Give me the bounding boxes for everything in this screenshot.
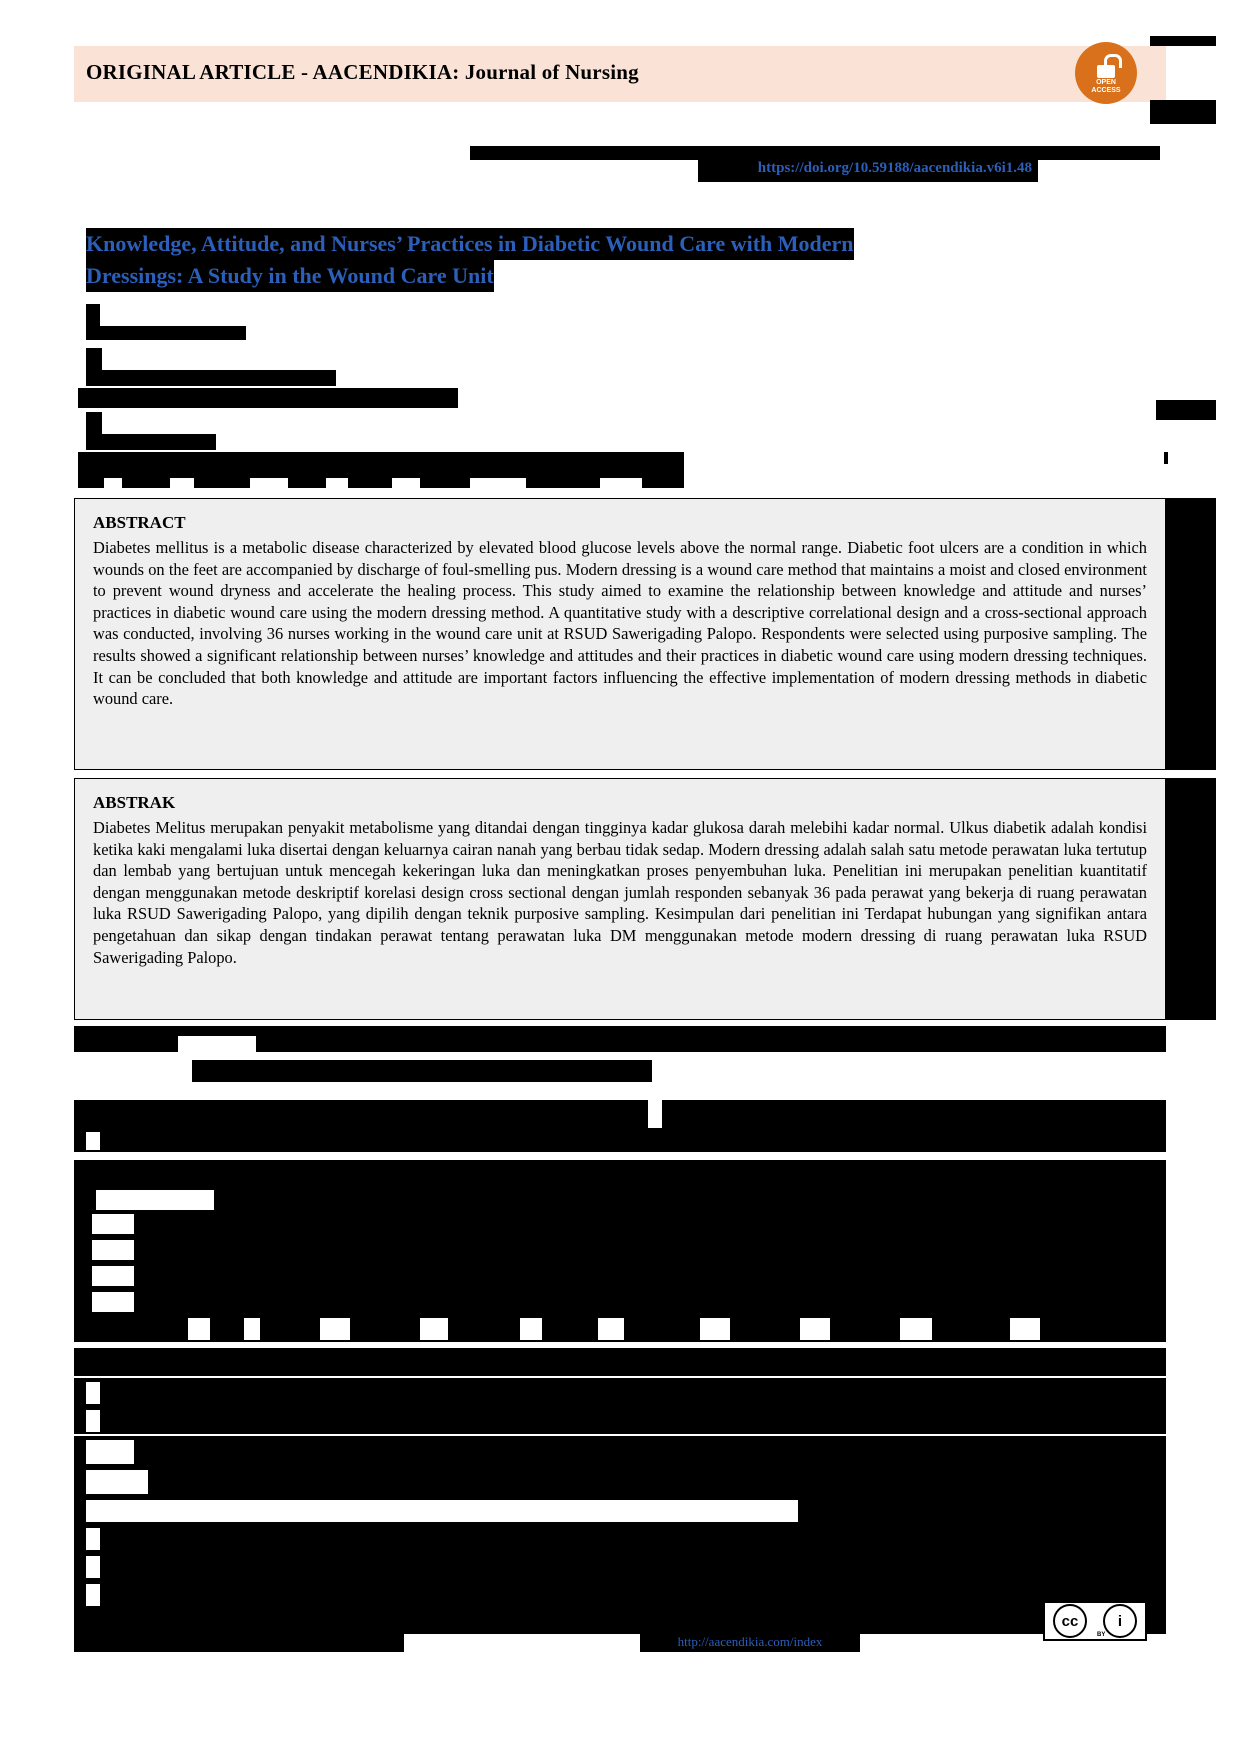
layout-gap [92, 1240, 134, 1260]
layout-gap [1166, 1110, 1184, 1134]
redacted-block [86, 348, 102, 370]
redacted-block [74, 1608, 1166, 1634]
layout-gap [600, 478, 642, 490]
open-access-label-1: OPEN [1096, 79, 1116, 86]
page-title: ORIGINAL ARTICLE - AACENDIKIA: Journal of Nursing [86, 60, 639, 84]
redacted-block [74, 1210, 1166, 1236]
layout-gap [86, 1470, 148, 1494]
layout-gap [1170, 1448, 1190, 1466]
article-title [86, 228, 1154, 292]
layout-gap [86, 1440, 134, 1464]
layout-gap [470, 478, 526, 490]
redacted-block [86, 304, 100, 326]
layout-gap [598, 1318, 624, 1340]
redacted-block [74, 1524, 1166, 1552]
redacted-block [1150, 36, 1216, 46]
redacted-block [86, 326, 246, 340]
abstract-indonesian-text: Diabetes Melitus merupakan penyakit metabolisme yang ditandai dengan tingginya kadar glukosa darah melebihi kadar normal. Ulkus diabetik adalah kondisi ketika kaki mengalami luka disertai dengan keluarnya cairan nanah yang berbau tidak sedap. Modern dressing adalah salah satu metode perawatan luka tertutup dan lembab yang bertujuan untuk mencegah kekeringan luka dan meningkatkan proses penyembuhan luka. Penelitian ini merupakan penelitian kuantitatif dengan menggunakan metode deskriptif korelasi design cross sectional dengan jumlah responden sebanyak 36 pada perawat yang bekerja di ruang perawatan luka RSUD Sawerigading Palopo, yang dipilih dengan teknik purposive sampling. Kesimpulan dari penelitian ini Terdapat hubungan yang signifikan antara pengetahuan dan sikap dengan tindakan perawat tentang perawatan luka DM menggunakan metode modern dressing di ruang perawatan luka RSUD Sawerigading Palopo. [93, 818, 1147, 967]
layout-gap [684, 452, 1164, 490]
redacted-block [470, 146, 1160, 160]
redacted-block [192, 1060, 652, 1082]
layout-gap [86, 1132, 100, 1150]
abstract-english-heading: ABSTRACT [93, 513, 186, 532]
redacted-block [86, 434, 216, 450]
abstract-indonesian-box [74, 778, 1166, 1020]
layout-gap [104, 478, 122, 490]
redacted-block [74, 1288, 1166, 1314]
cc-by-label: BY [1097, 1632, 1106, 1638]
layout-gap [170, 478, 194, 490]
layout-gap [244, 1318, 260, 1340]
redacted-block [1150, 100, 1216, 124]
layout-gap [86, 1584, 100, 1606]
layout-gap [326, 478, 348, 490]
layout-gap [178, 1036, 256, 1054]
layout-gap [320, 1318, 350, 1340]
redacted-block [74, 1406, 1166, 1434]
layout-gap [1010, 1318, 1040, 1340]
layout-gap [86, 1382, 100, 1404]
layout-gap [92, 1266, 134, 1286]
layout-gap [648, 1100, 662, 1128]
cc-by-icon: i [1103, 1604, 1137, 1638]
doi-link[interactable]: https://doi.org/10.59188/aacendikia.v6i1.48 [698, 160, 1038, 182]
layout-gap [700, 1318, 730, 1340]
redacted-block [74, 1466, 1166, 1496]
open-access-label-2: ACCESS [1091, 87, 1121, 94]
redacted-block [74, 1160, 1166, 1186]
redacted-block [74, 1186, 1166, 1210]
redacted-block [86, 412, 102, 434]
redacted-block [74, 1436, 1166, 1466]
layout-gap [86, 1500, 798, 1522]
layout-gap [250, 478, 288, 490]
redacted-block [1166, 778, 1216, 1020]
layout-gap [392, 478, 420, 490]
redacted-block [74, 1348, 1166, 1376]
layout-gap [800, 1318, 830, 1340]
redacted-block [74, 1378, 1166, 1406]
redacted-block [74, 1262, 1166, 1288]
redacted-block [74, 1100, 1166, 1128]
cc-icon: cc [1053, 1604, 1087, 1638]
redacted-block [1156, 400, 1216, 420]
open-lock-icon [1095, 54, 1117, 78]
abstract-indonesian-heading: ABSTRAK [93, 793, 176, 812]
redacted-block [74, 1236, 1166, 1262]
layout-gap [86, 1410, 100, 1432]
abstract-english-box [74, 498, 1166, 770]
redacted-block [74, 1128, 1166, 1152]
layout-gap [92, 1292, 134, 1312]
layout-gap [92, 1214, 134, 1234]
layout-gap [900, 1318, 932, 1340]
article-title-line-2: Dressings: A Study in the Wound Care Unit [86, 260, 494, 292]
layout-gap [1170, 1540, 1190, 1558]
creative-commons-badge [1043, 1601, 1147, 1641]
layout-gap [86, 1556, 100, 1578]
abstract-english-text: Diabetes mellitus is a metabolic disease characterized by elevated blood glucose levels above the normal range. Diabetic foot ulcers are a condition in which wounds on the feet are accompanied by discharge of foul-smelling pus. Modern dressing is a wound care method that maintains a moist and closed environment to prevent wound dryness and accelerate the healing process. This study aimed to examine the relationship between knowledge and attitude and nurses’ practices in diabetic wound care using the modern dressing method. A quantitative study with a descriptive correlational design and a cross-sectional approach was conducted, involving 36 nurses working in the wound care unit at RSUD Sawerigading Palopo. Respondents were selected using purposive sampling. The results showed a significant relationship between nurses’ knowledge and attitudes and their practices in diabetic wound care using modern dressing techniques. It can be concluded that both knowledge and attitude are important factors influencing the effective implementation of modern dressing methods in diabetic wound care. [93, 538, 1147, 709]
layout-gap [520, 1318, 542, 1340]
layout-gap [188, 1318, 210, 1340]
layout-gap [86, 1528, 100, 1550]
journal-url-link[interactable]: http://aacendikia.com/index [640, 1634, 860, 1652]
redacted-block [74, 1552, 1166, 1580]
redacted-block [74, 1580, 1166, 1608]
redacted-block [74, 1634, 404, 1652]
layout-gap [420, 1318, 448, 1340]
layout-gap [96, 1190, 214, 1210]
redacted-block [1166, 498, 1216, 770]
redacted-block [86, 370, 336, 386]
open-access-badge [1075, 42, 1137, 104]
redacted-block [78, 388, 458, 408]
article-title-line-1: Knowledge, Attitude, and Nurses’ Practices in Diabetic Wound Care with Modern [86, 228, 854, 260]
